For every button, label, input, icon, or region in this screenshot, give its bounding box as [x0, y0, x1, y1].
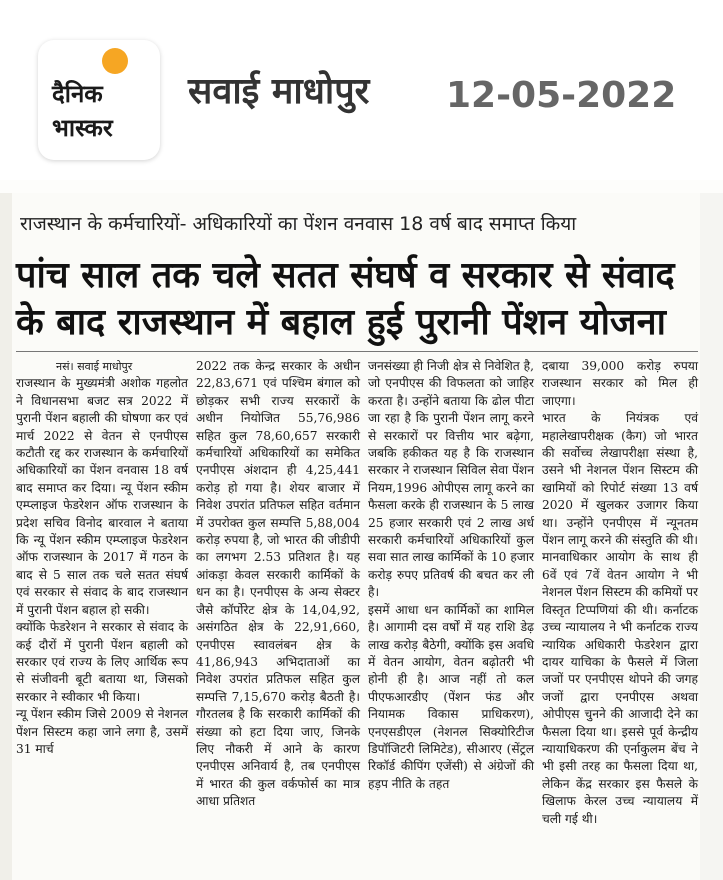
- article-column-3: जनसंख्या ही निजी क्षेत्र से निवेशित है, जो एनपीएस की विफलता को जाहिर करता है। उन्होंने बताया कि ढोल पीटा जा रहा है कि पुरानी पेंशन लागू करने से सरकारों पर वित्तीय भार बढ़ेगा, जबकि हकीकत यह है कि राजस्थान सरकार ने राजस्थान सिविल सेवा पेंशन नियम,1996 ओपीएस लागू करने का फैसला करके ही राजस्थान के 5 लाख 25 हजार सरकारी एवं 2 लाख अर्ध सरकारी कर्मचारियों अधिकारियों कुल सवा सात लाख कार्मिकों के 10 हजार करोड़ रुपए प्रतिवर्ष की बचत कर ली है। इसमें आधा धन कार्मिकों का शामिल है। आगामी दस वर्षों में यह राशि डेढ़ लाख करोड़ बैठेगी, क्योंकि इस अवधि में वेतन आयोग, वेतन बढ़ोतरी भी होनी ही है। आज नहीं तो कल पीएफआरडीए (पेंशन फंड और नियामक विकास प्राधिकरण), एनएसडीएल (नेशनल सिक्योरिटीज डिपॉजिटरी लिमिटेड), सीआरए (सेंट्रल रिकॉर्ड कीपिंग एजेंसी) से अंग्रेजों की हड़प नीति के तहत: [368, 359, 534, 791]
- article-column-1: [16, 358, 188, 758]
- clipping-right-edge: [700, 193, 723, 880]
- edition-date: 12-05-2022: [446, 75, 677, 116]
- dainik-bhaskar-logo: [38, 40, 160, 160]
- headline-line-2: के बाद राजस्थान में बहाल हुई पुरानी पेंशन योजना: [16, 302, 666, 343]
- clipping-left-edge: [0, 193, 12, 880]
- headline-line-1: पांच साल तक चले सतत संघर्ष व सरकार से संवाद: [16, 255, 675, 296]
- article-kicker: राजस्थान के कर्मचारियों- अधिकारियों का पेंशन वनवास 18 वर्ष बाद समाप्त किया: [20, 213, 577, 235]
- column-1-text: राजस्थान के मुख्यमंत्री अशोक गहलोत ने विधानसभा बजट सत्र 2022 में पुरानी पेंशन बहाली की घोषणा कर एवं मार्च 2022 से वेतन से एनपीएस कटौती रद्द कर राजस्थान के कर्मचारियों अधिकारियों का पेंशन वनवास 18 वर्ष बाद समाप्त कर दिया। न्यू पेंशन स्कीम एम्प्लाइज फेडरेशन ऑफ राजस्थान के प्रदेश सचिव विनोद बारवाल ने बताया कि न्यू पेंशन स्कीम एम्प्लाइज फेडरेशन ऑफ राजस्थान के 2017 में गठन के बाद से 5 साल तक चले सतत संघर्ष एवं सरकार से संवाद के बाद राजस्थान में पुरानी पेंशन बहाल हो सकी। क्योंकि फेडरेशन ने सरकार से संवाद के कई दौरों में पुरानी पेंशन बहाली को सरकार एवं राज्य के लिए आर्थिक रूप से संजीवनी बूटी बताया था, जिसको सरकार ने स्वीकार भी किया। न्यू पेंशन स्कीम जिसे 2009 से नेशनल पेंशन सिस्टम कहा जाने लगा है, उसमें 31 मार्च: [16, 376, 188, 756]
- edition-city: सवाई माधोपुर: [188, 71, 370, 112]
- sun-icon: [102, 48, 128, 74]
- logo-text-line1: दैनिक: [52, 80, 103, 108]
- headline-divider: [16, 351, 698, 352]
- header-area: [0, 0, 723, 180]
- article-column-4: दबाया 39,000 करोड़ रुपया राजस्थान सरकार को मिल ही जाएगा। भारत के नियंत्रक एवं महालेखापरीक्षक (कैग) जो भारत की सर्वोच्च लेखापरीक्षा संस्था है, उसने भी नेशनल पेंशन सिस्टम की खामियों को रिपोर्ट संख्या 13 वर्ष 2020 में खुलकर उजागर किया था। उन्होंने एनपीएस में न्यूनतम पेंशन लागू करने की संस्तुति की थी। मानवाधिकार आयोग के साथ ही 6वें एवं 7वें वेतन आयोग ने भी नेशनल पेंशन सिस्टम की कमियों पर विस्तृत टिप्पणियां की थी। कर्नाटक उच्च न्यायालय ने भी कर्नाटक राज्य न्यायिक अधिकारी फेडरेशन द्वारा दायर याचिका के फैसले में जिला जजों पर एनपीएस थोपने की जगह जजों द्वारा एनपीएस अथवा ओपीएस चुनने की आजादी देने का फैसला दिया था। इससे पूर्व केन्द्रीय न्यायाधिकरण की एर्नाकुलम बेंच ने भी इसी तरह का फैसला दिया था, लेकिन केंद्र सरकार इस फैसले के खिलाफ केरल उच्च न्यायालय में चली गई थी।: [542, 359, 698, 826]
- byline: नसं। सवाई माधोपुर: [56, 360, 133, 373]
- logo-text-line2: भास्कर: [52, 114, 113, 142]
- article-column-2: 2022 तक केन्द्र सरकार के अधीन 22,83,671 एवं पश्चिम बंगाल को छोड़कर सभी राज्य सरकारों के अधीन नियोजित 55,76,986 सहित कुल 78,60,657 सरकारी कर्मचारियों अधिकारियों का समेकित एनपीएस अंशदान ही 4,25,441 करोड़ हो गया है। शेयर बाजार में निवेश उपरांत प्रतिफल सहित वर्तमान में उपरोक्त कुल सम्पत्ति 5,88,004 करोड़ रुपया है, जो भारत की जीडीपी का लगभग 2.53 प्रतिशत है। यह आंकड़ा केवल सरकारी कार्मिकों के धन का है। एनपीएस के अन्य सेक्टर जैसे कॉर्पोरेट क्षेत्र के 14,04,92, असंगठित क्षेत्र के 22,91,660, एनपीएस स्वावलंबन क्षेत्र के 41,86,943 अभिदाताओं का निवेश उपरांत प्रतिफल सहित कुल सम्पत्ति 7,15,670 करोड़ बैठती है। गौरतलब है कि सरकारी कार्मिकों की संख्या को हटा दिया जाए, जिनके लिए नौकरी में आने के कारण एनपीएस अनिवार्य है, तब एनपीएस में भारत की कुल वर्कफोर्स का मात्र आधा प्रतिशत: [196, 359, 360, 809]
